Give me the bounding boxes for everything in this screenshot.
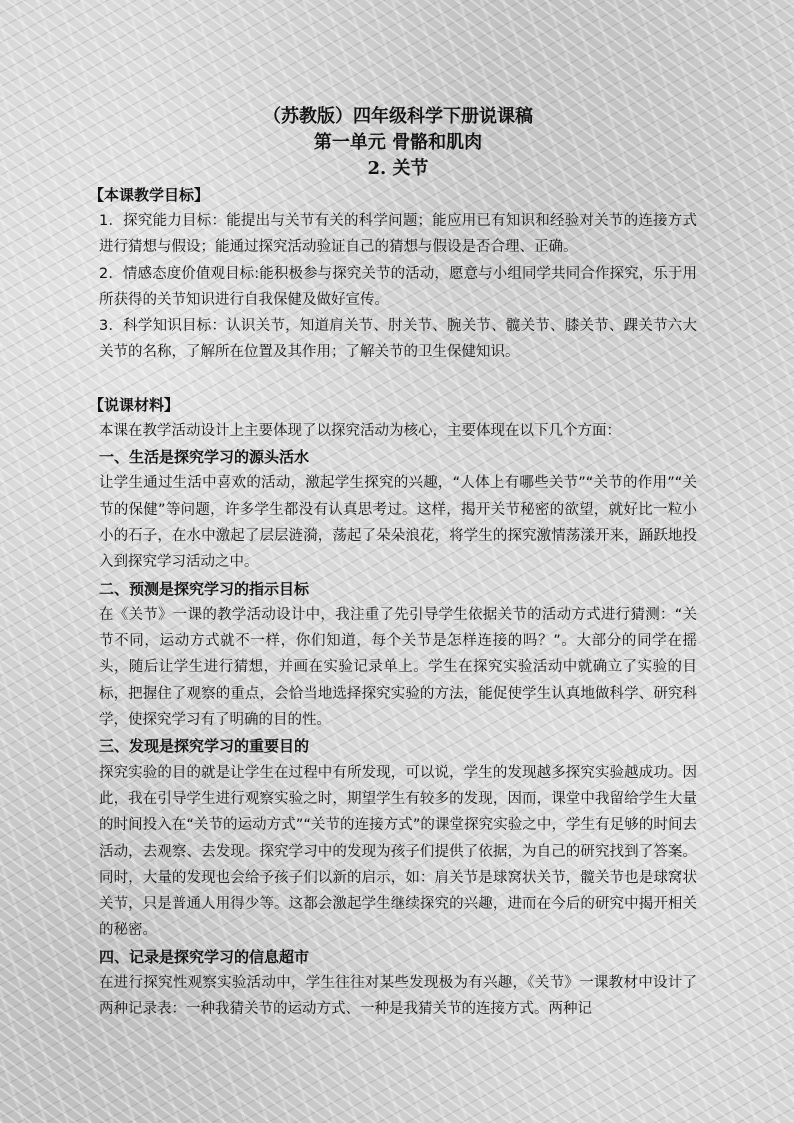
- materials-intro: 本课在教学活动设计上主要体现了以探究活动为核心，主要体现在以下几个方面：: [99, 422, 621, 439]
- section-title: 四、记录是探究学习的信息超市: [99, 947, 310, 966]
- section-text: 在《关节》一课的教学活动设计中，我注重了先引导学生依据关节的活动方式进行猜测：“关节不同，运动方式就不一样，你们知道，每个关节是怎样连接的吗？”。大部分的同学在摇头，随后让学生进行猜想，并画在实验记录单上。学生在探究实验活动中就确立了实验的目标，把握住了观察的重点，会恰当地选择探究实验的方法，能促使学生认真地做科学、研究科学，使探究学习有了明确的目的性。: [99, 606, 697, 729]
- unit-title: 第一单元 骨骼和肌肉: [313, 132, 483, 153]
- objective-item: 1．探究能力目标：能提出与关节有关的科学问题；能应用已有知识和经验对关节的连接方式进行猜想与假设；能通过探究活动验证自己的猜想与假设是否合理、正确。: [99, 213, 697, 256]
- section-text: 让学生通过生活中喜欢的活动，激起学生探究的兴趣，“人体上有哪些关节”“关节的作用”“关节的保健”等问题，许多学生都没有认真思考过。这样，揭开关节秘密的欲望，就好比一粒小小的石子，在水中激起了层层涟漪，荡起了朵朵浪花，将学生的探究激情荡漾开来，踊跃地投入到探究学习活动之中。: [99, 475, 697, 571]
- objective-item: 2．情感态度价值观目标:能积极参与探究关节的活动，愿意与小组同学共同合作探究，乐于用所获得的关节知识进行自我保健及做好宣传。: [99, 265, 697, 308]
- objective-item: 3．科学知识目标：认识关节，知道肩关节、肘关节、腕关节、髋关节、膝关节、踝关节六大关节的名称，了解所在位置及其作用；了解关节的卫生保健知识。: [99, 318, 697, 361]
- section-text: 探究实验的目的就是让学生在过程中有所发现，可以说，学生的发现越多探究实验越成功。因此，我在引导学生进行观察实验之时，期望学生有较多的发现，因而，课堂中我留给学生大量的时间投入在“关节的运动方式”“关节的连接方式”的课堂探究实验之中，学生有足够的时间去活动，去观察、去发现。探究学习中的发现为孩子们提供了依据，为自己的研究找到了答案。同时，大量的发现也会给予孩子们以新的启示，如：肩关节是球窝状关节，髋关节也是球窝状关节，只是普通人用得少等。这都会激起学生继续探究的兴趣，进而在今后的研究中揭开相关的秘密。: [99, 764, 697, 939]
- section-text: 在进行探究性观察实验活动中，学生往往对某些发现极为有兴趣，《关节》一课教材中设计了两种记录表：一种我猜关节的运动方式、一种是我猜关节的连接方式。两种记: [99, 975, 697, 1018]
- document-title: （苏教版）四年级科学下册说课稿: [263, 106, 533, 127]
- lesson-title: 2. 关节: [367, 158, 429, 179]
- section-title: 二、预测是探究学习的指示目标: [99, 579, 310, 598]
- document-page: [89, 104, 697, 1023]
- materials-heading: 【说课材料】: [89, 395, 180, 414]
- objectives-heading: 【本课教学目标】: [89, 186, 210, 204]
- section-title: 一、生活是探究学习的源头活水: [99, 448, 310, 467]
- blank-line: [99, 366, 697, 392]
- section-title: 三、发现是探究学习的重要目的: [99, 737, 310, 756]
